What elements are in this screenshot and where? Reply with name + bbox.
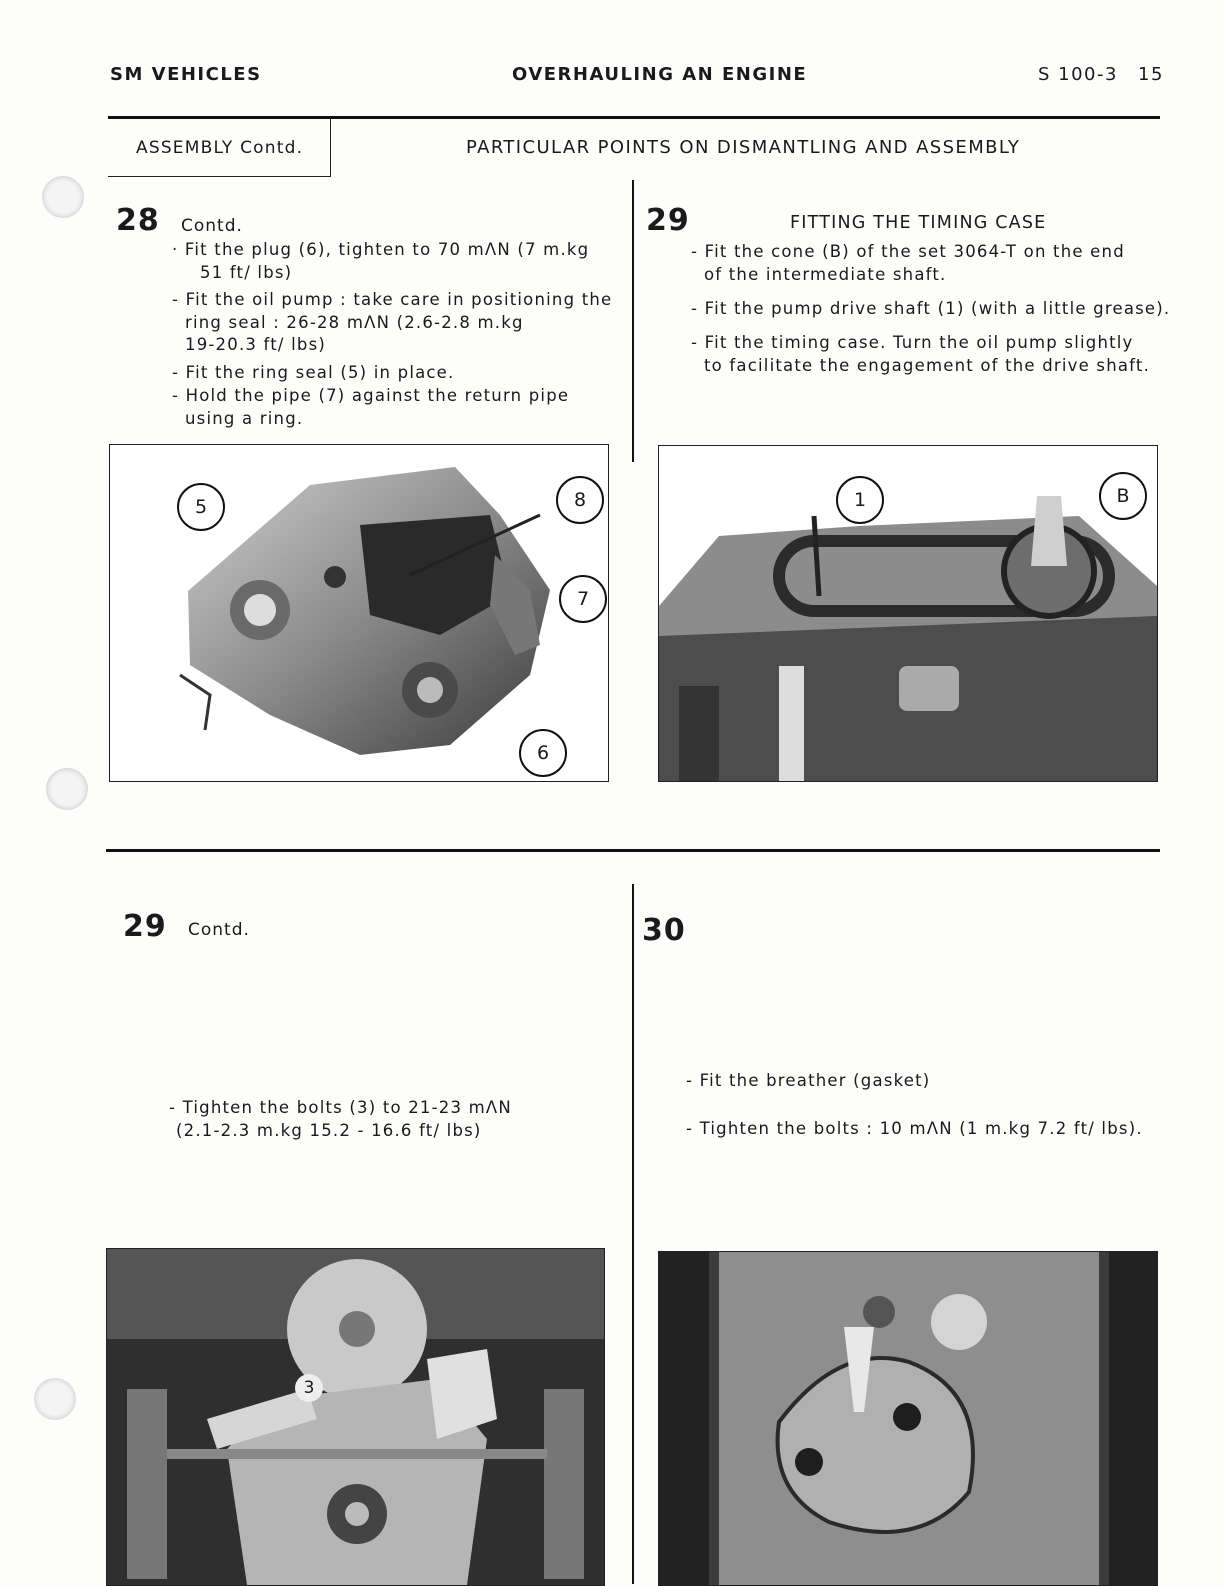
column-divider (632, 180, 634, 462)
section-number: 28 (116, 203, 160, 238)
step-text: - Hold the pipe (7) against the return pipe using a ring. (172, 386, 570, 428)
step-text: - Fit the pump drive shaft (1) (with a little grease). (691, 299, 1171, 318)
callout-label: B (1099, 472, 1147, 520)
section-rule (106, 849, 1160, 852)
subheader-title: PARTICULAR POINTS ON DISMANTLING AND ASSEMBLY (466, 137, 1021, 158)
header-page: 15 (1138, 64, 1164, 85)
punch-hole (46, 768, 88, 810)
callout-label: 6 (519, 729, 567, 777)
section-number: 30 (642, 913, 686, 948)
step-text: - Fit the cone (B) of the set 3064-T on the end of the intermediate shaft. (691, 242, 1125, 284)
section-title: FITTING THE TIMING CASE (790, 213, 1047, 233)
step-text: - Fit the timing case. Turn the oil pump slightly to facilitate the engagement of the drive shaft. (691, 333, 1151, 375)
section-contd: Contd. (188, 920, 250, 940)
step-text: - Fit the ring seal (5) in place. (172, 363, 455, 382)
subheader-box (108, 118, 331, 177)
callout-label: 5 (177, 483, 225, 531)
photo-breather (658, 1251, 1158, 1586)
column-divider (632, 884, 634, 1584)
callout-label: 1 (836, 476, 884, 524)
step-text: - Tighten the bolts : 10 mΛN (1 m.kg 7.2 ft/ lbs). (686, 1119, 1143, 1138)
callout-label: 3 (295, 1374, 323, 1402)
section-contd: Contd. (181, 216, 243, 236)
photo-timing-case-bolts (106, 1248, 605, 1586)
header-code: S 100-3 (1038, 64, 1118, 85)
callout-label: 8 (556, 476, 604, 524)
section-number: 29 (123, 909, 167, 944)
step-text: - Fit the oil pump : take care in positioning the ring seal : 26-28 mΛN (2.6-2.8 m.kg 19-20.3 ft/ lbs) (172, 290, 613, 354)
section-number: 29 (646, 203, 690, 238)
header-left: SM VEHICLES (110, 64, 262, 85)
photo-timing-chain-cone (658, 445, 1158, 782)
subheader-box-label: ASSEMBLY Contd. (136, 138, 304, 158)
punch-hole (42, 176, 84, 218)
photo-timing-case-oil-pump (109, 444, 609, 782)
step-text: - Fit the breather (gasket) (686, 1071, 931, 1090)
punch-hole (34, 1378, 76, 1420)
header-center: OVERHAULING AN ENGINE (512, 64, 808, 85)
step-text: - Tighten the bolts (3) to 21-23 mΛN (2.1-2.3 m.kg 15.2 - 16.6 ft/ lbs) (169, 1098, 512, 1140)
callout-label: 7 (559, 575, 607, 623)
step-text: · Fit the plug (6), tighten to 70 mΛN (7 m.kg 51 ft/ lbs) (172, 240, 590, 282)
